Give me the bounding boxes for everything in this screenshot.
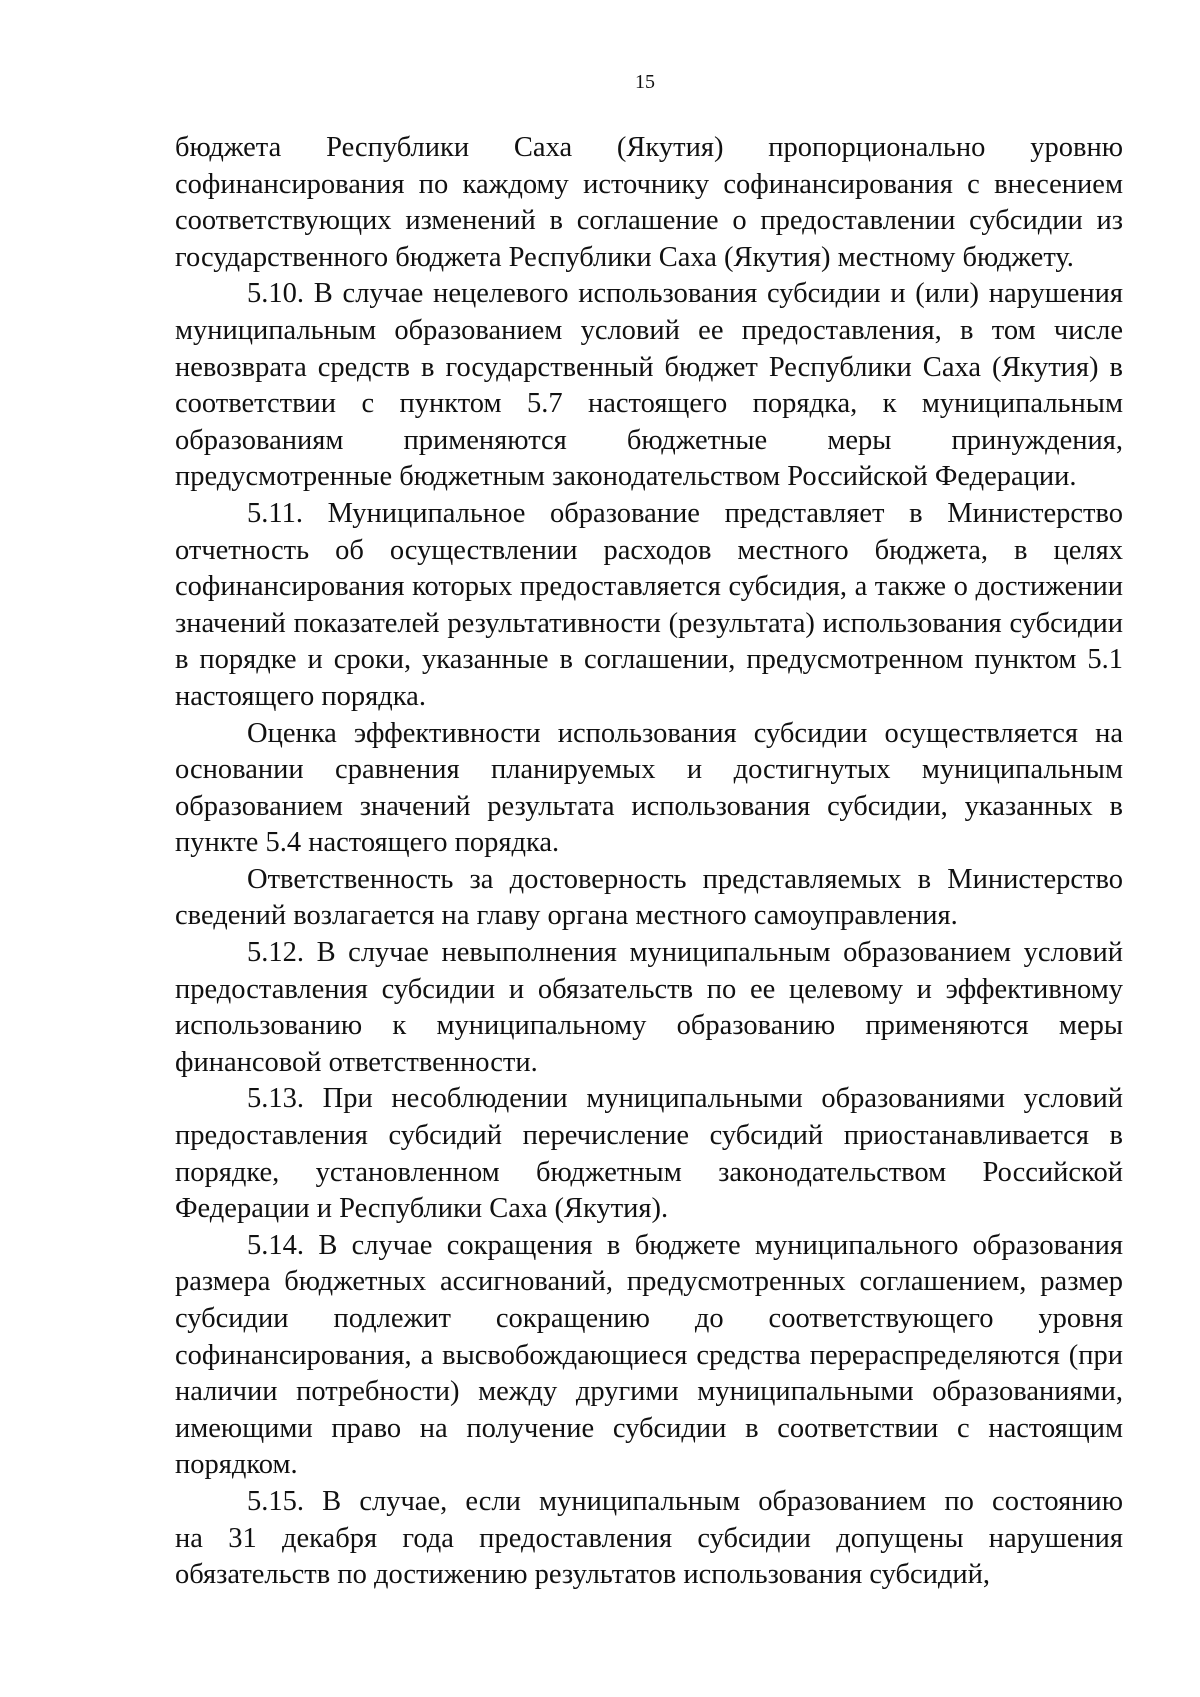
document-body — [175, 130, 1123, 1594]
text-line: наличии потребности) между другими муниципальными образованиями, — [175, 1376, 1123, 1408]
text-line: 5.10. В случае нецелевого использования субсидии и (или) нарушения — [247, 278, 1123, 310]
text-line: использованию к муниципальному образованию применяются меры — [175, 1010, 1123, 1042]
text-line: образованием значений результата использования субсидии, указанных в — [175, 790, 1123, 822]
text-line: имеющими право на получение субсидии в соответствии с настоящим — [175, 1412, 1123, 1444]
text-line: предусмотренные бюджетным законодательством Российской Федерации. — [175, 461, 1077, 493]
text-line: 5.14. В случае сокращения в бюджете муниципального образования — [247, 1229, 1123, 1261]
text-line: софинансирования по каждому источнику софинансирования с внесением — [175, 168, 1123, 200]
text-line: Оценка эффективности использования субсидии осуществляется на — [247, 717, 1123, 749]
page-number: 15 — [635, 71, 655, 93]
text-line: Ответственность за достоверность представляемых в Министерство — [247, 863, 1123, 895]
text-line: сведений возлагается на главу органа местного самоуправления. — [175, 900, 958, 932]
paragraph-5-14 — [175, 1228, 1123, 1484]
text-line: 5.12. В случае невыполнения муниципальным образованием условий — [247, 937, 1123, 969]
text-line: муниципальным образованием условий ее предоставления, в том числе — [175, 314, 1123, 346]
text-line: 5.11. Муниципальное образование представляет в Министерство — [247, 497, 1123, 529]
text-line: субсидии подлежит сокращению до соответствующего уровня — [175, 1303, 1123, 1334]
paragraph-5-11 — [175, 496, 1123, 716]
text-line: софинансирования которых предоставляется субсидия, а также о достижении — [175, 571, 1123, 603]
text-line: основании сравнения планируемых и достигнутых муниципальным — [175, 754, 1123, 786]
text-line: настоящего порядка. — [175, 680, 426, 712]
text-line: 5.13. При несоблюдении муниципальными образованиями условий — [247, 1083, 1123, 1115]
text-line: образованиям применяются бюджетные меры принуждения, — [175, 424, 1123, 456]
text-line: отчетность об осуществлении расходов местного бюджета, в целях — [175, 534, 1123, 566]
paragraph-cont — [175, 130, 1123, 276]
paragraph-5-12 — [175, 935, 1123, 1081]
text-line: на 31 декабря года предоставления субсидии допущены нарушения — [175, 1522, 1123, 1554]
text-line: соответствующих изменений в соглашение о предоставлении субсидии из — [175, 205, 1123, 237]
text-line: 5.15. В случае, если муниципальным образованием по состоянию — [247, 1485, 1123, 1517]
paragraph-5-15 — [175, 1484, 1123, 1594]
paragraph-5-13 — [175, 1081, 1123, 1227]
text-line: бюджета Республики Саха (Якутия) пропорционально уровню — [175, 132, 1123, 163]
text-line: предоставления субсидий перечисление субсидий приостанавливается в — [175, 1120, 1123, 1152]
paragraph-5-10 — [175, 276, 1123, 496]
text-line: порядке, установленном бюджетным законодательством Российской — [175, 1156, 1123, 1188]
text-line: невозврата средств в государственный бюджет Республики Саха (Якутия) в — [175, 351, 1123, 383]
text-line: Федерации и Республики Саха (Якутия). — [175, 1193, 669, 1225]
text-line: обязательств по достижению результатов использования субсидий, — [175, 1559, 991, 1591]
text-line: в порядке и сроки, указанные в соглашении, предусмотренном пунктом 5.1 — [175, 644, 1123, 676]
text-line: значений показателей результативности (результата) использования субсидии — [175, 607, 1123, 639]
paragraph-responsibility — [175, 862, 1123, 935]
text-line: финансовой ответственности. — [175, 1046, 538, 1078]
text-line: софинансирования, а высвобождающиеся средства перераспределяются (при — [175, 1339, 1123, 1371]
paragraph-assessment — [175, 716, 1123, 862]
text-line: предоставления субсидии и обязательств по ее целевому и эффективному — [175, 973, 1123, 1005]
text-line: размера бюджетных ассигнований, предусмотренных соглашением, размер — [175, 1266, 1123, 1298]
text-line: пункте 5.4 настоящего порядка. — [175, 827, 560, 859]
text-line: порядком. — [175, 1449, 298, 1481]
text-line: государственного бюджета Республики Саха (Якутия) местному бюджету. — [175, 241, 1074, 273]
text-line: соответствии с пунктом 5.7 настоящего порядка, к муниципальным — [175, 388, 1123, 420]
